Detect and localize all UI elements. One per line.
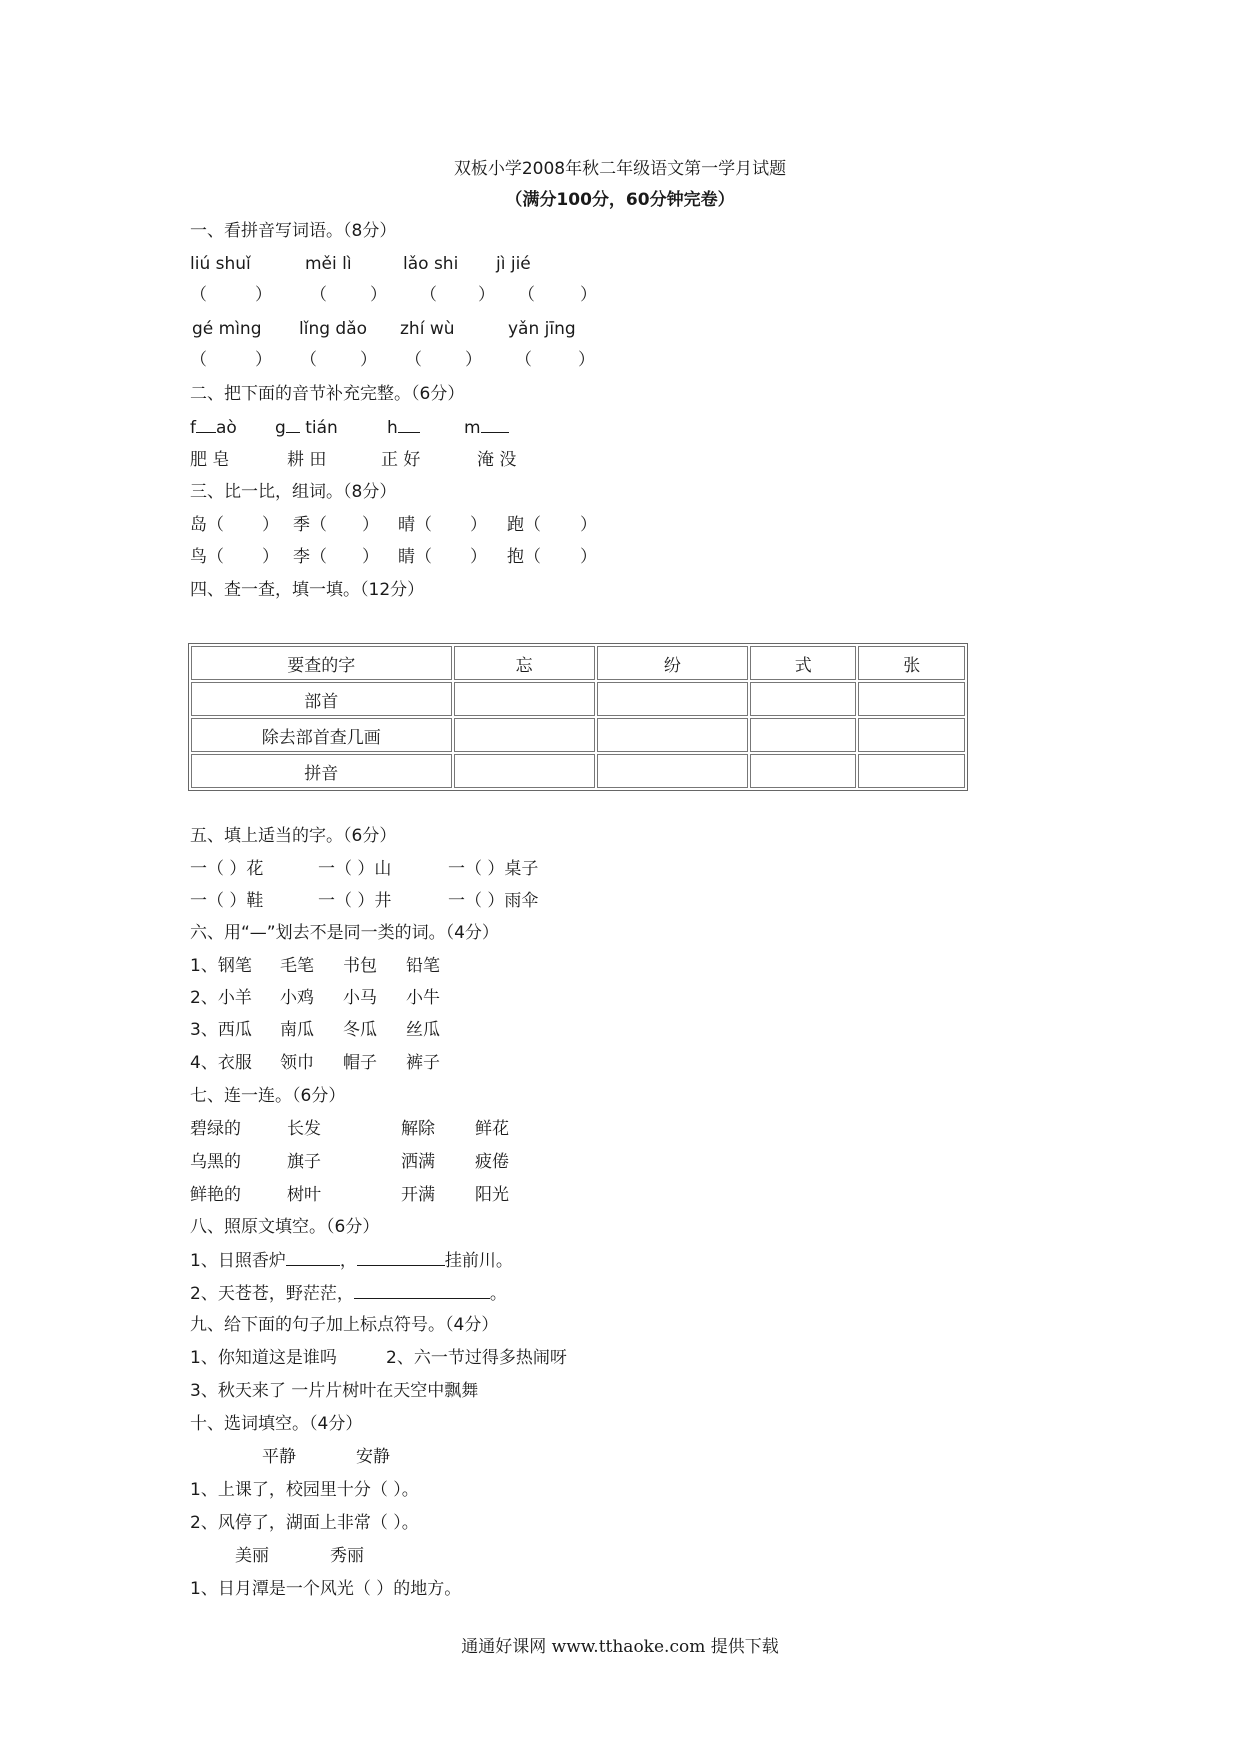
left-paren: （: [524, 515, 541, 535]
word-option: 秀丽: [330, 1546, 364, 1566]
word-item: 裤子: [406, 1053, 440, 1073]
fill-item: 一（ ）桌子: [448, 859, 539, 879]
fill-item: 一（ ）花: [190, 859, 264, 879]
right-paren: ）: [465, 350, 482, 370]
question-3: 1、日月潭是一个风光（ ）的地方。: [190, 1579, 462, 1599]
right-paren: ）: [362, 515, 379, 535]
match-item: 长发: [287, 1119, 321, 1139]
pinyin-item: gé mìng: [192, 319, 262, 339]
word-option: 美丽: [235, 1546, 269, 1566]
left-paren: （: [518, 285, 535, 305]
match-item: 树叶: [287, 1185, 321, 1205]
poem-text: 。: [489, 1284, 507, 1304]
table-header-cell: 纷: [597, 646, 748, 680]
section-7-heading: 七、连一连。（6分）: [190, 1086, 346, 1106]
fill-item: 一（ ）雨伞: [448, 891, 539, 911]
match-item: 旗子: [287, 1152, 321, 1172]
word-item: 丝瓜: [406, 1020, 440, 1040]
blank-line: [357, 1249, 445, 1266]
blank-line: [286, 1249, 340, 1266]
match-item: 疲倦: [475, 1152, 509, 1172]
table-cell: [858, 718, 965, 752]
right-paren: ）: [470, 515, 487, 535]
word-item: 领巾: [280, 1053, 314, 1073]
word-option: 平静: [262, 1447, 296, 1467]
right-paren: ）: [580, 285, 597, 305]
left-paren: （: [415, 547, 432, 567]
table-cell: [454, 682, 595, 716]
table-row: [191, 682, 965, 716]
table-cell: [858, 682, 965, 716]
table-row: [191, 754, 965, 788]
fill-item: 一（ ）井: [318, 891, 392, 911]
right-paren: ）: [262, 515, 279, 535]
section-3-heading: 三、比一比，组词。（8分）: [190, 482, 397, 502]
left-paren: （: [190, 285, 207, 305]
right-paren: ）: [255, 350, 272, 370]
left-paren: （: [524, 547, 541, 567]
lookup-table: [188, 643, 968, 791]
word-item: 淹 没: [477, 450, 517, 470]
match-item: 开满: [401, 1185, 435, 1205]
char: 睛: [398, 547, 415, 567]
table-cell: [597, 682, 748, 716]
match-item: 碧绿的: [190, 1119, 241, 1139]
table-cell: [454, 754, 595, 788]
pinyin-item: měi lì: [305, 254, 352, 274]
poem-line-2: [190, 1282, 507, 1305]
blank-line: [354, 1282, 490, 1299]
match-item: 鲜花: [475, 1119, 509, 1139]
left-paren: （: [405, 350, 422, 370]
match-item: 鲜艳的: [190, 1185, 241, 1205]
char: 抱: [507, 547, 524, 567]
word-item: 2、小羊: [190, 988, 252, 1008]
right-paren: ）: [255, 285, 272, 305]
poem-line-1: [190, 1249, 513, 1272]
syllable-4: [464, 416, 509, 439]
pinyin-item: jì jié: [496, 254, 531, 274]
table-cell: [597, 718, 748, 752]
left-paren: （: [310, 515, 327, 535]
syllable-part: g: [275, 418, 286, 438]
fill-item: 一（ ）山: [318, 859, 392, 879]
poem-text: 1、日照香炉: [190, 1251, 286, 1271]
section-4-heading: 四、查一查，填一填。（12分）: [190, 580, 425, 600]
match-item: 阳光: [475, 1185, 509, 1205]
sentence: 2、六一节过得多热闹呀: [386, 1348, 567, 1368]
table-header-cell: 张: [858, 646, 965, 680]
right-paren: ）: [478, 285, 495, 305]
pinyin-item: liú shuǐ: [190, 254, 251, 274]
table-cell: [454, 718, 595, 752]
match-item: 乌黑的: [190, 1152, 241, 1172]
right-paren: ）: [362, 547, 379, 567]
pinyin-item: zhí wù: [400, 319, 455, 339]
sentence: 1、你知道这是谁吗: [190, 1348, 337, 1368]
right-paren: ）: [262, 547, 279, 567]
poem-text: 挂前川。: [444, 1251, 513, 1271]
char: 晴: [398, 515, 415, 535]
right-paren: ）: [360, 350, 377, 370]
word-item: 铅笔: [406, 956, 440, 976]
char: 李: [293, 547, 310, 567]
table-row-label: 除去部首查几画: [191, 718, 452, 752]
table-row: [191, 718, 965, 752]
section-9-heading: 九、给下面的句子加上标点符号。（4分）: [190, 1315, 499, 1335]
section-6-heading: 六、用“—”划去不是同一类的词。（4分）: [190, 923, 499, 943]
blank-line: [398, 416, 420, 433]
syllable-part: m: [464, 418, 481, 438]
word-item: 冬瓜: [343, 1020, 377, 1040]
punctuation-row-2: 3、秋天来了 一片片树叶在天空中飘舞: [190, 1381, 479, 1401]
word-item: 小鸡: [280, 988, 314, 1008]
right-paren: ）: [580, 515, 597, 535]
right-paren: ）: [580, 547, 597, 567]
page-title: 双板小学2008年秋二年级语文第一学月试题: [453, 159, 787, 179]
section-10-heading: 十、选词填空。（4分）: [190, 1414, 363, 1434]
char: 季: [293, 515, 310, 535]
right-paren: ）: [470, 547, 487, 567]
left-paren: （: [207, 515, 224, 535]
pinyin-item: lǐng dǎo: [299, 319, 368, 339]
syllable-part: h: [387, 418, 398, 438]
left-paren: （: [420, 285, 437, 305]
word-item: 肥 皂: [190, 450, 230, 470]
question-2: 2、风停了，湖面上非常（ ）。: [190, 1513, 419, 1533]
left-paren: （: [515, 350, 532, 370]
table-row-label: 部首: [191, 682, 452, 716]
table-header-row: [191, 646, 965, 680]
word-item: 书包: [343, 956, 377, 976]
left-paren: （: [190, 350, 207, 370]
section-5-heading: 五、填上适当的字。（6分）: [190, 826, 397, 846]
word-item: 正 好: [381, 450, 421, 470]
right-paren: ）: [578, 350, 595, 370]
left-paren: （: [207, 547, 224, 567]
table-cell: [597, 754, 748, 788]
table-header-cell: 要查的字: [191, 646, 452, 680]
left-paren: （: [310, 547, 327, 567]
poem-text: 2、天苍苍，野茫茫，: [190, 1284, 354, 1304]
fill-item: 一（ ）鞋: [190, 891, 264, 911]
word-item: 南瓜: [280, 1020, 314, 1040]
page-subtitle: （满分100分，60分钟完卷）: [505, 190, 735, 210]
syllable-2: [275, 416, 338, 439]
char: 跑: [507, 515, 524, 535]
word-item: 小牛: [406, 988, 440, 1008]
char: 岛: [190, 515, 207, 535]
word-item: 1、钢笔: [190, 956, 252, 976]
page-footer: 通通好课网 www.tthaoke.com 提供下载: [461, 1637, 779, 1657]
blank-line: [481, 416, 509, 433]
left-paren: （: [300, 350, 317, 370]
blank-line: [286, 416, 300, 433]
table-header-cell: 忘: [454, 646, 595, 680]
table-cell: [750, 718, 856, 752]
poem-text: ，: [339, 1251, 357, 1271]
word-item: 帽子: [343, 1053, 377, 1073]
table-cell: [858, 754, 965, 788]
word-item: 毛笔: [280, 956, 314, 976]
table-row-label: 拼音: [191, 754, 452, 788]
right-paren: ）: [370, 285, 387, 305]
blank-line: [196, 416, 216, 433]
word-item: 小马: [343, 988, 377, 1008]
syllable-1: [190, 416, 237, 439]
section-1-heading: 一、看拼音写词语。（8分）: [190, 221, 397, 241]
match-item: 解除: [401, 1119, 435, 1139]
section-2-heading: 二、把下面的音节补充完整。（6分）: [190, 384, 465, 404]
word-item: 耕 田: [287, 450, 327, 470]
match-item: 洒满: [401, 1152, 435, 1172]
question-1: 1、上课了，校园里十分（ ）。: [190, 1480, 419, 1500]
left-paren: （: [310, 285, 327, 305]
word-option: 安静: [356, 1447, 390, 1467]
syllable-part: tián: [305, 418, 338, 438]
pinyin-item: yǎn jīng: [508, 319, 576, 339]
pinyin-item: lǎo shi: [403, 254, 459, 274]
left-paren: （: [415, 515, 432, 535]
char: 鸟: [190, 547, 207, 567]
table-cell: [750, 682, 856, 716]
word-item: 3、西瓜: [190, 1020, 252, 1040]
table-cell: [750, 754, 856, 788]
section-8-heading: 八、照原文填空。（6分）: [190, 1217, 380, 1237]
word-item: 4、衣服: [190, 1053, 252, 1073]
syllable-part: aò: [216, 418, 237, 438]
table-header-cell: 式: [750, 646, 856, 680]
syllable-3: [387, 416, 420, 439]
syllable-part: f: [190, 418, 196, 438]
